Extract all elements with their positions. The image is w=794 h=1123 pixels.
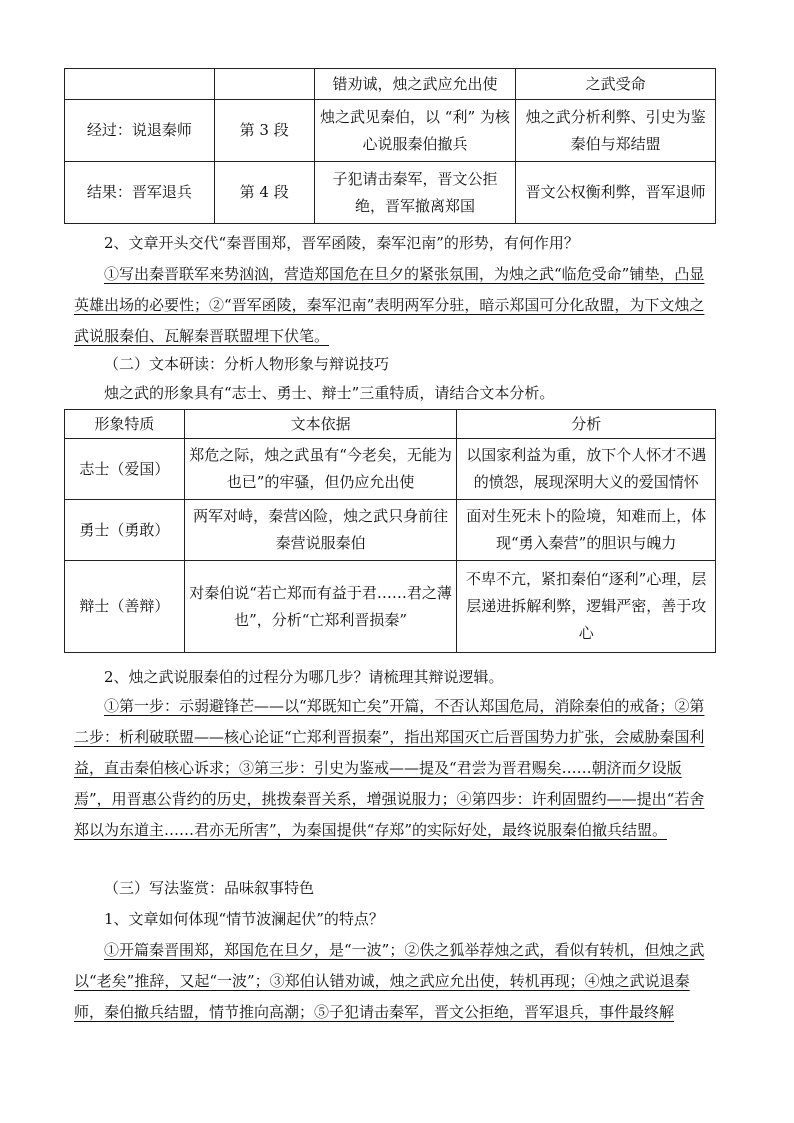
table-cell: 勇士（勇敢） (65, 500, 185, 561)
table-cell: 第 4 段 (214, 162, 314, 224)
table-cell: 晋文公权衡利弊，晋军退师 (516, 162, 716, 224)
column-header: 文本依据 (184, 410, 457, 439)
column-header: 形象特质 (65, 410, 185, 439)
table-row (65, 162, 716, 224)
table-cell: 经过：说退秦师 (65, 100, 215, 162)
table-cell: 对秦伯说“若亡郑而有益于君……君之薄也”，分析“亡郑利晋损秦” (184, 561, 457, 653)
table-cell: 之武受命 (516, 69, 716, 100)
table-row (65, 500, 716, 561)
table-cell: 以国家利益为重，放下个人怀才不遇的愤怨，展现深明大义的爱国情怀 (457, 439, 716, 500)
table-cell (214, 69, 314, 100)
table-cell: 两军对峙，秦营凶险，烛之武只身前往秦营说服秦伯 (184, 500, 457, 561)
table-cell: 子犯请击秦军，晋文公拒绝，晋军撤离郑国 (314, 162, 516, 224)
table-cell: 面对生死未卜的险境，知难而上，体现“勇入秦营”的胆识与魄力 (457, 500, 716, 561)
table-row (65, 561, 716, 653)
table-cell: 郑危之际，烛之武虽有“今老矣，无能为也已”的牢骚，但仍应允出使 (184, 439, 457, 500)
section-prompt: 烛之武的形象具有“志士、勇士、辩士”三重特质，请结合文本分析。 (104, 384, 555, 402)
table-header-row (65, 410, 716, 439)
question-1: 1、文章如何体现“情节波澜起伏”的特点？ (104, 910, 384, 928)
answer-1: ①开篇秦晋围郑，郑国危在旦夕，是“一波”；②佚之狐举荐烛之武，看似有转机，但烛之武以“老矣”推辞，又起“一波”；③郑伯认错劝诚，烛之武应允出使，转机再现；④烛之武说退秦师，秦伯撤兵结盟，情节推向高潮；⑤子犯请击秦军，晋文公拒绝，晋军退兵，事件最终解 (74, 941, 705, 1021)
table-row (65, 69, 716, 100)
table-cell (65, 69, 215, 100)
table-cell: 烛之武分析利弊、引史为鉴 秦伯与郑结盟 (516, 100, 716, 162)
answer-2: ①写出秦晋联军来势汹汹，营造郑国危在旦夕的紧张氛围，为烛之武“临危受命”铺垫，凸显英雄出场的必要性；②“晋军函陵，秦军氾南”表明两军分驻，暗示郑国可分化敌盟，为下文烛之武说服秦伯、瓦解秦晋联盟埋下伏笔。 (74, 265, 705, 345)
table-cell: 烛之武见秦伯，以 “利” 为核心说服秦伯撤兵 (314, 100, 516, 162)
question-2b: 2、烛之武说服秦伯的过程分为哪几步？请梳理其辩说逻辑。 (104, 668, 504, 686)
structure-table (64, 68, 716, 224)
section-heading: （二）文本研读：分析人物形象与辩说技巧 (104, 355, 390, 373)
table-cell: 结果：晋军退兵 (65, 162, 215, 224)
table-cell: 不卑不亢，紧扣秦伯“逐利”心理，层层递进拆解利弊，逻辑严密，善于攻心 (457, 561, 716, 653)
question-2: 2、文章开头交代“秦晋围郑，晋军函陵，秦军氾南”的形势，有何作用？ (104, 234, 579, 252)
table-cell: 志士（爱国） (65, 439, 185, 500)
table-cell: 第 3 段 (214, 100, 314, 162)
table-cell: 辩士（善辩） (65, 561, 185, 653)
answer-2b: ①第一步：示弱避锋芒——以“郑既知亡矣”开篇，不否认郑国危局，消除秦伯的戒备；②第二步：析利破联盟——核心论证“亡郑利晋损秦”，指出郑国灭亡后晋国势力扩张，会威胁秦国利益，直击秦伯核心诉求；③第三步：引史为鉴戒——提及“君尝为晋君赐矣……朝济而夕设版焉”，用晋惠公背约的历史，挑拨秦晋关系，增强说服力；④第四步：许利固盟约——提出“若舍郑以为东道主……君亦无所害”，为秦国提供“存郑”的实际好处，最终说服秦伯撤兵结盟。 (74, 697, 705, 839)
table-row (65, 439, 716, 500)
column-header: 分析 (457, 410, 716, 439)
image-analysis-table (64, 409, 716, 653)
section-heading: （三）写法鉴赏：品味叙事特色 (104, 879, 315, 897)
table-row (65, 100, 716, 162)
table-cell: 错劝诚，烛之武应允出使 (314, 69, 516, 100)
